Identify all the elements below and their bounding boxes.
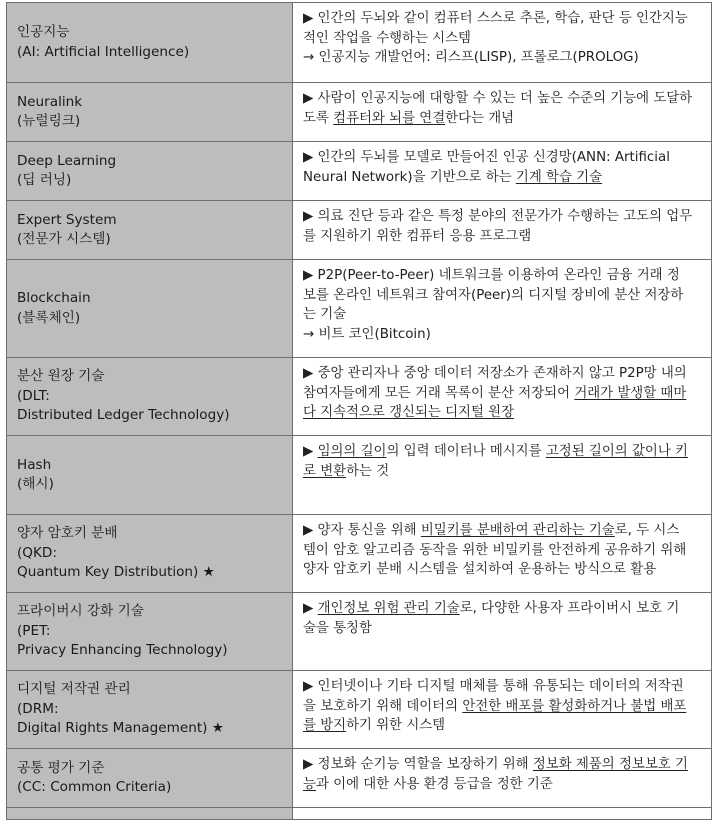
- text-segment: 템이 암호 알고리즘 동작을 위한 비밀키를 안전하게 공유하기 위해: [303, 542, 687, 558]
- description-line: [303, 325, 703, 345]
- description-cell: [293, 83, 712, 142]
- text-segment: 의 입력 데이터나 메시지를: [386, 444, 546, 459]
- table-row-cutoff: [7, 808, 712, 820]
- term-line: 프라이버시 강화 기술: [17, 603, 144, 620]
- term-line: (AI: Artificial Intelligence): [17, 43, 190, 60]
- description-line: [303, 227, 703, 247]
- description-line: [303, 521, 703, 541]
- description-line: [303, 266, 703, 286]
- table-row: [7, 260, 712, 358]
- description-line: [303, 560, 703, 580]
- term-line: Expert System: [17, 211, 117, 228]
- term-cell: [7, 593, 293, 671]
- text-segment: 를 지원하기 위한 컴퓨터 응용 프로그램: [303, 228, 532, 244]
- table-row: [7, 358, 712, 436]
- description-line: [303, 89, 703, 109]
- description-line: [303, 677, 703, 697]
- table-row: [7, 83, 712, 142]
- description-cell: [293, 260, 712, 358]
- term-cell: [7, 201, 293, 260]
- underlined-phrase: 다 지속적으로 갱신되는 디지털 원장: [303, 405, 515, 420]
- table-row: [7, 515, 712, 593]
- term-line: (해시): [17, 476, 54, 492]
- underlined-phrase: 로 변환: [303, 463, 347, 479]
- underlined-phrase: 능: [303, 776, 316, 792]
- description-cell: [293, 201, 712, 260]
- text-segment: ▶: [303, 444, 318, 459]
- term-line: (블록체인): [17, 309, 81, 326]
- text-segment: ▶ 의료 진단 등과 같은 특정 분야의 전문가가 수행하는 고도의 업무: [303, 209, 693, 224]
- text-segment: 과 이에 대한 사용 환경 등급을 정한 기준: [315, 776, 553, 792]
- term-cell: [7, 808, 293, 820]
- table-row: [7, 142, 712, 201]
- description-line: [303, 384, 703, 404]
- text-segment: Neural Network)을 기반으로 하는: [303, 169, 516, 185]
- text-segment: 도록: [303, 110, 334, 126]
- table-row: [7, 749, 712, 808]
- underlined-phrase: 기계 학습 기술: [515, 169, 603, 185]
- text-segment: ▶: [303, 601, 318, 616]
- description-cell: [293, 358, 712, 436]
- description-line: [303, 305, 703, 325]
- text-segment: 로, 두 시스: [614, 523, 680, 538]
- description-cell: [293, 593, 712, 671]
- text-segment: 참여자들에게 모든 거래 목록이 분산 저장되어: [303, 385, 575, 401]
- description-line: [303, 148, 703, 168]
- term-line: (뉴럴링크): [17, 113, 81, 129]
- underlined-phrase: 컴퓨터와 뇌를 연결: [333, 110, 446, 126]
- description-line: [303, 168, 703, 188]
- text-segment: ▶ 양자 통신을 위해: [303, 523, 421, 538]
- text-segment: ▶ 인간의 두뇌와 같이 컴퓨터 스스로 추론, 학습, 판단 등 인간지능: [303, 11, 688, 26]
- text-segment: ▶ 정보화 순기능 역할을 보장하기 위해: [303, 757, 533, 772]
- table-row: [7, 436, 712, 515]
- term-cell: [7, 515, 293, 593]
- text-segment: 양자 암호키 분배 시스템을 설치하여 운용하는 방식으로 활용: [303, 562, 657, 577]
- table-row: [7, 3, 712, 83]
- text-segment: 보를 온라인 네트워크 참여자(Peer)의 디지털 장비에 분산 저장하: [303, 287, 684, 303]
- underlined-phrase: 안전한 배포를 활성화하거나 불법 배포: [462, 698, 687, 714]
- term-line: 인공지능: [17, 24, 70, 40]
- description-cell: [293, 808, 712, 820]
- description-line: [303, 541, 703, 561]
- term-line: (전문가 시스템): [17, 231, 111, 247]
- text-segment: 로, 다양한 사용자 프라이버시 보호 기: [459, 601, 680, 616]
- underlined-phrase: 임의의 길이: [317, 444, 387, 459]
- description-cell: [293, 436, 712, 515]
- term-cell: [7, 142, 293, 201]
- term-line: (DLT:: [17, 387, 50, 404]
- description-line: [303, 697, 703, 717]
- term-line: Blockchain: [17, 290, 91, 306]
- term-cell: [7, 671, 293, 749]
- term-cell: [7, 83, 293, 142]
- underlined-phrase: 거래가 발생할 때마: [574, 385, 687, 401]
- description-line: [303, 599, 703, 619]
- text-segment: 하는 것: [346, 463, 390, 479]
- text-segment: 한다는 개념: [445, 110, 515, 126]
- description-line: [303, 48, 703, 68]
- description-line: [303, 755, 703, 775]
- description-line: [303, 442, 703, 462]
- term-line: Hash: [17, 456, 52, 473]
- underlined-phrase: 고정된 길이의 값이나 키: [545, 444, 688, 459]
- table-row: [7, 593, 712, 671]
- text-segment: ▶ 중앙 관리자나 중앙 데이터 저장소가 존재하지 않고 P2P망 내의: [303, 366, 687, 381]
- text-segment: ▶ 인간의 두뇌를 모델로 만들어진 인공 신경망(ANN: Artificial: [303, 150, 670, 165]
- description-cell: [293, 3, 712, 83]
- term-line: 공통 평가 기준: [17, 759, 105, 776]
- description-line: [303, 109, 703, 129]
- table-row: [7, 201, 712, 260]
- text-segment: → 비트 코인(Bitcoin): [303, 326, 431, 342]
- text-segment: 적인 작업을 수행하는 시스템: [303, 30, 471, 46]
- underlined-phrase: 를 방지: [303, 718, 347, 733]
- term-line: Neuralink: [17, 93, 83, 110]
- term-line: Distributed Ledger Technology): [17, 407, 230, 424]
- term-cell: [7, 436, 293, 515]
- text-segment: 하기 위한 시스템: [346, 718, 446, 733]
- term-cell: [7, 260, 293, 358]
- description-line: [303, 775, 703, 795]
- description-cell: [293, 749, 712, 808]
- text-segment: 술을 통칭함: [303, 620, 372, 636]
- term-cell: [7, 749, 293, 808]
- term-line: 분산 원장 기술: [17, 368, 105, 385]
- text-segment: ▶ 인터넷이나 기타 디지털 매체를 통해 유통되는 데이터의 저작권: [303, 679, 684, 694]
- description-line: [303, 716, 703, 736]
- description-line: [303, 207, 703, 227]
- description-line: [303, 619, 703, 639]
- glossary-rows: [7, 3, 712, 820]
- description-line: [303, 462, 703, 482]
- term-line: 디지털 저작권 관리: [17, 681, 131, 698]
- description-cell: [293, 142, 712, 201]
- text-segment: 는 기술: [303, 307, 347, 322]
- underlined-phrase: 비밀키를 분배하여 관리하는 기술: [420, 523, 615, 538]
- text-segment: → 인공지능 개발언어: 리스프(LISP), 프롤로그(PROLOG): [303, 50, 639, 65]
- description-line: [303, 29, 703, 49]
- term-line: (CC: Common Criteria): [17, 779, 172, 795]
- table-row: [7, 671, 712, 749]
- term-line: Deep Learning: [17, 152, 117, 169]
- term-line: (QKD:: [17, 544, 57, 561]
- term-cell: [7, 358, 293, 436]
- term-line: Privacy Enhancing Technology): [17, 642, 228, 659]
- underlined-phrase: 정보화 제품의 정보보호 기: [532, 757, 688, 772]
- description-cell: [293, 671, 712, 749]
- text-segment: ▶ P2P(Peer-to-Peer) 네트워크를 이용하여 온라인 금융 거래 정: [303, 268, 680, 283]
- underlined-phrase: 개인정보 위험 관리 기술: [317, 601, 460, 616]
- term-line: (딥 러닝): [17, 172, 72, 188]
- text-segment: ▶ 사람이 인공지능에 대항할 수 있는 더 높은 수준의 기능에 도달하: [303, 91, 693, 106]
- term-cell: [7, 3, 293, 83]
- description-line: [303, 286, 703, 306]
- term-line: (DRM:: [17, 700, 59, 717]
- text-segment: 을 보호하기 위해 데이터의: [303, 698, 463, 714]
- description-line: [303, 9, 703, 29]
- glossary-table: [6, 2, 712, 820]
- term-line: Digital Rights Management) ★: [17, 720, 224, 737]
- term-line: 양자 암호키 분배: [17, 525, 118, 542]
- term-line: Quantum Key Distribution) ★: [17, 564, 215, 581]
- description-line: [303, 403, 703, 423]
- term-line: (PET:: [17, 622, 51, 639]
- description-cell: [293, 515, 712, 593]
- description-line: [303, 364, 703, 384]
